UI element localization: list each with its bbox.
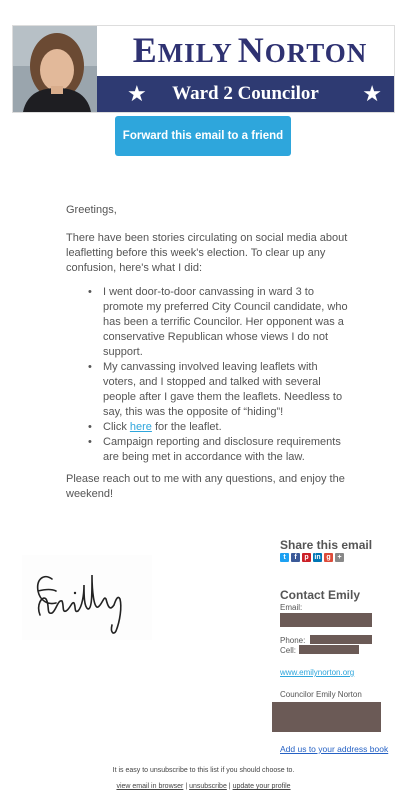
linkedin-icon[interactable]: in (314, 554, 321, 561)
ward-bar (97, 76, 394, 112)
closing-paragraph: Please reach out to me with any questions, and enjoy the weekend! (66, 473, 345, 500)
header-banner (12, 25, 395, 113)
candidate-name-area (97, 26, 394, 76)
more-icon[interactable]: + (335, 553, 344, 562)
bullet-list (88, 285, 352, 465)
signature-image (22, 555, 152, 640)
ward-title: Ward 2 Councilor (172, 83, 319, 104)
redacted-phone (310, 635, 372, 644)
redacted-cell (299, 645, 359, 654)
unsubscribe-link[interactable]: unsubscribe (189, 783, 227, 790)
star-icon: ★ (362, 81, 382, 106)
social-icons (280, 553, 346, 563)
candidate-photo (13, 26, 97, 112)
share-title: Share this email (280, 538, 373, 552)
list-item: • Campaign reporting and disclosure requirements are being met in accordance with the law. (88, 435, 352, 465)
facebook-icon[interactable]: f (291, 553, 300, 562)
candidate-name: EMILY NORTON (132, 30, 368, 70)
redacted-email (280, 613, 372, 627)
website-link[interactable]: www.emilynorton.org (280, 668, 355, 677)
add-address-book-link[interactable]: Add us to your address book (280, 744, 389, 754)
google-plus-icon[interactable]: g (324, 553, 333, 562)
star-icon: ★ (127, 81, 147, 106)
cell-label: Cell: (280, 646, 297, 655)
signature (22, 555, 152, 640)
list-item: • My canvassing involved leaving leaflets with voters, and I stopped and talked with several people after I gave them the leaflets. Needless to say, this was the opposite of “hiding”! (88, 360, 352, 420)
list-item: • Click here for the leaflet. (88, 420, 352, 435)
portrait-image (13, 26, 97, 112)
leaflet-link[interactable]: here (129, 421, 152, 433)
councilor-label: Councilor Emily Norton (280, 690, 362, 699)
phone-label: Phone: (280, 636, 306, 645)
unsubscribe-note: It is easy to unsubscribe to this list if you should choose to. (112, 767, 295, 774)
email-label: Email: (280, 603, 303, 612)
footer-links: view email in browser | unsubscribe | update your profile (116, 783, 291, 790)
view-in-browser-link[interactable]: view email in browser (116, 783, 184, 790)
redacted-address (272, 702, 381, 732)
contact-title: Contact Emily (280, 588, 361, 602)
greeting-text: Greetings, (66, 204, 117, 216)
update-profile-link[interactable]: update your profile (232, 783, 291, 790)
pinterest-icon[interactable]: p (302, 553, 311, 562)
list-item: • I went door-to-door canvassing in ward 3 to promote my preferred City Council candidate, who has been a terrific Councilor. Her opponent was a conservative Republican whose views I do not support. (88, 285, 352, 360)
forward-email-button[interactable]: Forward this email to a friend (115, 116, 291, 156)
twitter-icon[interactable]: t (280, 553, 289, 562)
intro-paragraph: There have been stories circulating on social media about leafletting before this week's election. To clear up any confusion, here's what I did: (66, 232, 348, 274)
